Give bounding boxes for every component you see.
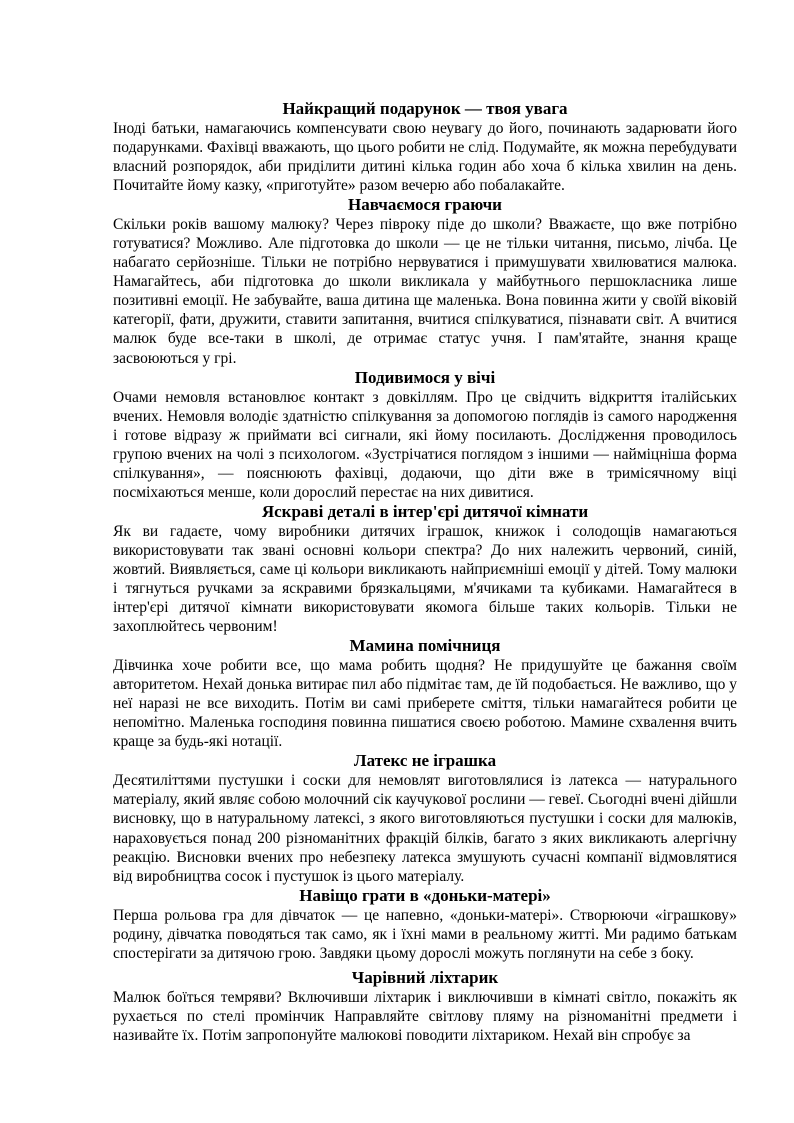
section-paragraph: Очами немовля встановлює контакт з довкіллям. Про це свідчить відкриття італійських вчених. Немовля володіє здатністю спілкування за допомогою поглядів із самого народження і готове відразу ж приймати всі сигнали, які йому посилають. Дослідження проводилось групою вчених на чолі з психологом. «Зустрічатися поглядом з іншими — найміцніша форма спілкування», — пояснюють фахівці, додаючи, що діти вже в тримісячному віці посміхаються менше, коли дорослий перестає на них дивитися. [113,388,737,501]
section-paragraph: Малюк боїться темряви? Включивши ліхтарик і виключивши в кімнаті світло, покажіть як рухається по стелі промінчик Направляйте світлову пляму на різноманітні предмети і називайте їх. Потім запропонуйте малюкові поводити ліхтариком. Нехай він спробує за [113,988,737,1044]
section-title: Мамина помічниця [349,636,501,656]
section-title: Латекс не іграшка [353,751,497,771]
section-mothers-helper [113,636,737,751]
section-learn-by-playing [113,195,737,367]
section-title: Навіщо грати в «доньки-матері» [299,885,551,905]
section-bright-details [113,502,737,636]
section-paragraph: Іноді батьки, намагаючись компенсувати свою неувагу до його, починають задарювати його подарунками. Фахівці вважають, що цього робити не слід. Подумайте, як можна перебудувати власний розпорядок, аби приділити дитині кілька годин або хоча б кілька хвилин на день. Почитайте йому казку, «приготуйте» разом вечерю або побалакайте. [113,120,737,195]
section-paragraph: Перша рольова гра для дівчаток — це напевно, «доньки-матері». Створюючи «іграшкову» родину, дівчатка поводяться так само, як і їхні мами в реальному житті. Ми радимо батькам спостерігати за дитячою грою. Завдяки цьому дорослі можуть поглянути на себе з боку. [113,906,737,962]
section-title: Навчаємося граючи [348,195,502,215]
section-title: Яскраві деталі в інтер'єрі дитячої кімнати [261,501,589,521]
section-title: Чарівний ліхтарик [351,967,499,987]
section-paragraph: Як ви гадаєте, чому виробники дитячих іграшок, книжок і солодощів намагаються використовувати так звані основні кольори спектра? До них належить червоний, синій, жовтий. Виявляється, саме ці кольори викликають найприємніші емоції у дітей. Тому малюки і тягнуться ручками за яскравими брязкальцями, м'ячиками та кубиками. Намагайтеся в інтер'єрі дитячої кімнати використовувати якомога більше таких кольорів. Тільки не захоплюйтесь червоним! [113,522,737,636]
section-paragraph: Дівчинка хоче робити все, що мама робить щодня? Не придушуйте це бажання своїм авторитетом. Нехай донька витирає пил або підмітає там, де їй подобається. Не важливо, що у неї наразі не все виходить. Потім ви самі приберете сміття, тільки намагайтеся робити це непомітно. Маленька господиня повинна пишатися своєю роботою. Мамине схвалення вчить краще за будь-які нотації. [113,657,737,751]
document-page [113,99,737,1045]
section-latex-not-toy [113,751,737,885]
section-best-gift [113,99,737,195]
section-paragraph: Десятиліттями пустушки і соски для немовлят виготовлялися із латекса — натурального матеріалу, який являє собою молочний сік каучукової рослини — гевеї. Сьогодні вчені дійшли висновку, що в натуральному латексі, з якого виготовляються пустушки і соски для малюків, нараховується понад 200 різноманітних фракцій білків, багато з яких викликають алергічну реакцію. Висновки вчених про небезпеку латекса змушують сучасні компанії відмовлятися від виробництва сосок і пустушок із цього матеріалу. [113,772,737,885]
section-paragraph: Скільки років вашому малюку? Через півроку піде до школи? Вважаєте, що вже потрібно готуватися? Можливо. Але підготовка до школи — це не тільки читання, письмо, лічба. Це набагато серйозніше. Тільки не потрібно нервуватися і примушувати хвилюватися малюка. Намагайтесь, аби підготовка до школи викликала у майбутнього першокласника лише позитивні емоції. Не забувайте, ваша дитина ще маленька. Вона повинна жити у своїй віковій категорії, фати, дружити, ставити запитання, вчитися спілкуватися, пізнавати світ. А вчитися малюк буде все-таки в школі, де отримає статус учня. І пам'ятайте, знання краще засвоюються у грі. [113,216,737,367]
section-title: Найкращий подарунок — твоя увага [282,99,568,118]
section-eye-contact [113,368,737,502]
section-daughters-mothers [113,886,737,963]
section-magic-flashlight [113,968,737,1045]
section-title: Подивимося у вічі [354,367,496,387]
